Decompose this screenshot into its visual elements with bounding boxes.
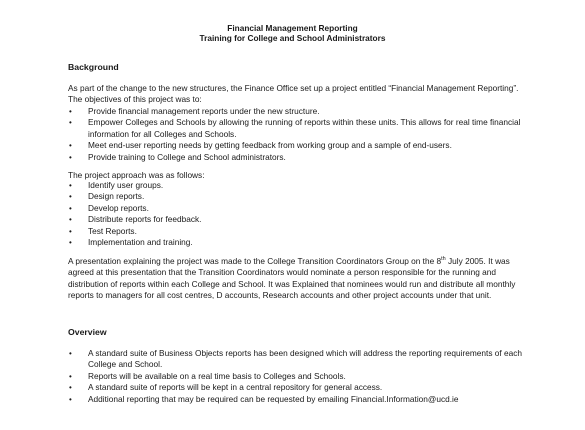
overview-list xyxy=(68,348,530,405)
list-item-text: A standard suite of reports will be kept in a central repository for general access. xyxy=(88,382,383,393)
approach-intro-paragraph: The project approach was as follows: xyxy=(68,170,205,180)
bullet-icon: • xyxy=(69,215,72,225)
bullet-icon: • xyxy=(69,192,72,202)
list-item-text: Develop reports. xyxy=(88,202,149,213)
list-item xyxy=(68,180,530,191)
presentation-paragraph xyxy=(68,256,528,302)
bullet-icon: • xyxy=(69,152,72,162)
list-item xyxy=(68,106,530,117)
ordinal-suffix: th xyxy=(441,256,446,263)
bullet-icon: • xyxy=(69,107,72,116)
list-item-text: Provide training to College and School administrators. xyxy=(88,151,286,162)
document-title: Financial Management Reporting xyxy=(227,23,358,33)
bullet-icon: • xyxy=(69,394,72,404)
objectives-list xyxy=(68,106,530,163)
list-item-text: Distribute reports for feedback. xyxy=(88,214,202,225)
list-item xyxy=(68,394,530,405)
list-item xyxy=(68,191,530,202)
background-heading: Background xyxy=(68,62,119,72)
bullet-icon: • xyxy=(69,371,72,381)
list-item xyxy=(68,117,530,140)
bullet-icon: • xyxy=(69,383,72,393)
list-item xyxy=(68,152,530,163)
document-subtitle: Training for College and School Administrators xyxy=(199,33,386,43)
presentation-text-start: A presentation explaining the project was made to the College Transition Coordinators Group on the 8 xyxy=(68,256,442,266)
list-item-text: Empower Colleges and Schools by allowing the running of reports within these units. This allows for real time financial information for all Colleges and Schools. xyxy=(88,117,521,139)
list-item xyxy=(68,371,530,382)
list-item xyxy=(68,226,530,237)
list-item xyxy=(68,214,530,225)
bullet-icon: • xyxy=(69,203,72,213)
list-item xyxy=(68,348,530,371)
bullet-icon: • xyxy=(69,181,72,190)
list-item-text: Reports will be available on a real time basis to Colleges and Schools. xyxy=(88,370,346,381)
list-item-text: Identify user groups. xyxy=(88,180,164,190)
bullet-icon: • xyxy=(69,141,72,151)
list-item-text: Implementation and training. xyxy=(88,237,193,248)
list-item xyxy=(68,237,530,248)
list-item-text: Test Reports. xyxy=(88,225,137,236)
bullet-icon: • xyxy=(69,226,72,236)
bullet-icon: • xyxy=(69,118,72,128)
list-item xyxy=(68,140,530,151)
background-intro-paragraph: As part of the change to the new structures, the Finance Office set up a project entitled “Financial Management Reporting”. The objectives of this project was to: xyxy=(68,83,519,105)
list-item-text: Meet end-user reporting needs by getting feedback from working group and a sample of end-users. xyxy=(88,140,452,151)
list-item-text: Provide financial management reports under the new structure. xyxy=(88,106,320,116)
bullet-icon: • xyxy=(69,349,72,358)
list-item-text: Design reports. xyxy=(88,191,145,202)
list-item xyxy=(68,382,530,393)
overview-heading: Overview xyxy=(68,327,107,337)
list-item-text: A standard suite of Business Objects reports has been designed which will address the reporting requirements of each College and School. xyxy=(88,348,522,370)
list-item-text: Additional reporting that may be required can be requested by emailing Financial.Information@ucd.ie xyxy=(88,393,459,404)
bullet-icon: • xyxy=(69,238,72,248)
list-item xyxy=(68,203,530,214)
approach-list xyxy=(68,180,530,248)
presentation-text-end: July 2005. It was agreed at this presentation that the Transition Coordinators would nominate a person responsible for the running and distribution of reports within each College and School. It was Explained that nominees would run and distribute all monthly reports to managers for all cost centres, D accounts, Research accounts and other project accounts under that unit. xyxy=(68,256,516,301)
